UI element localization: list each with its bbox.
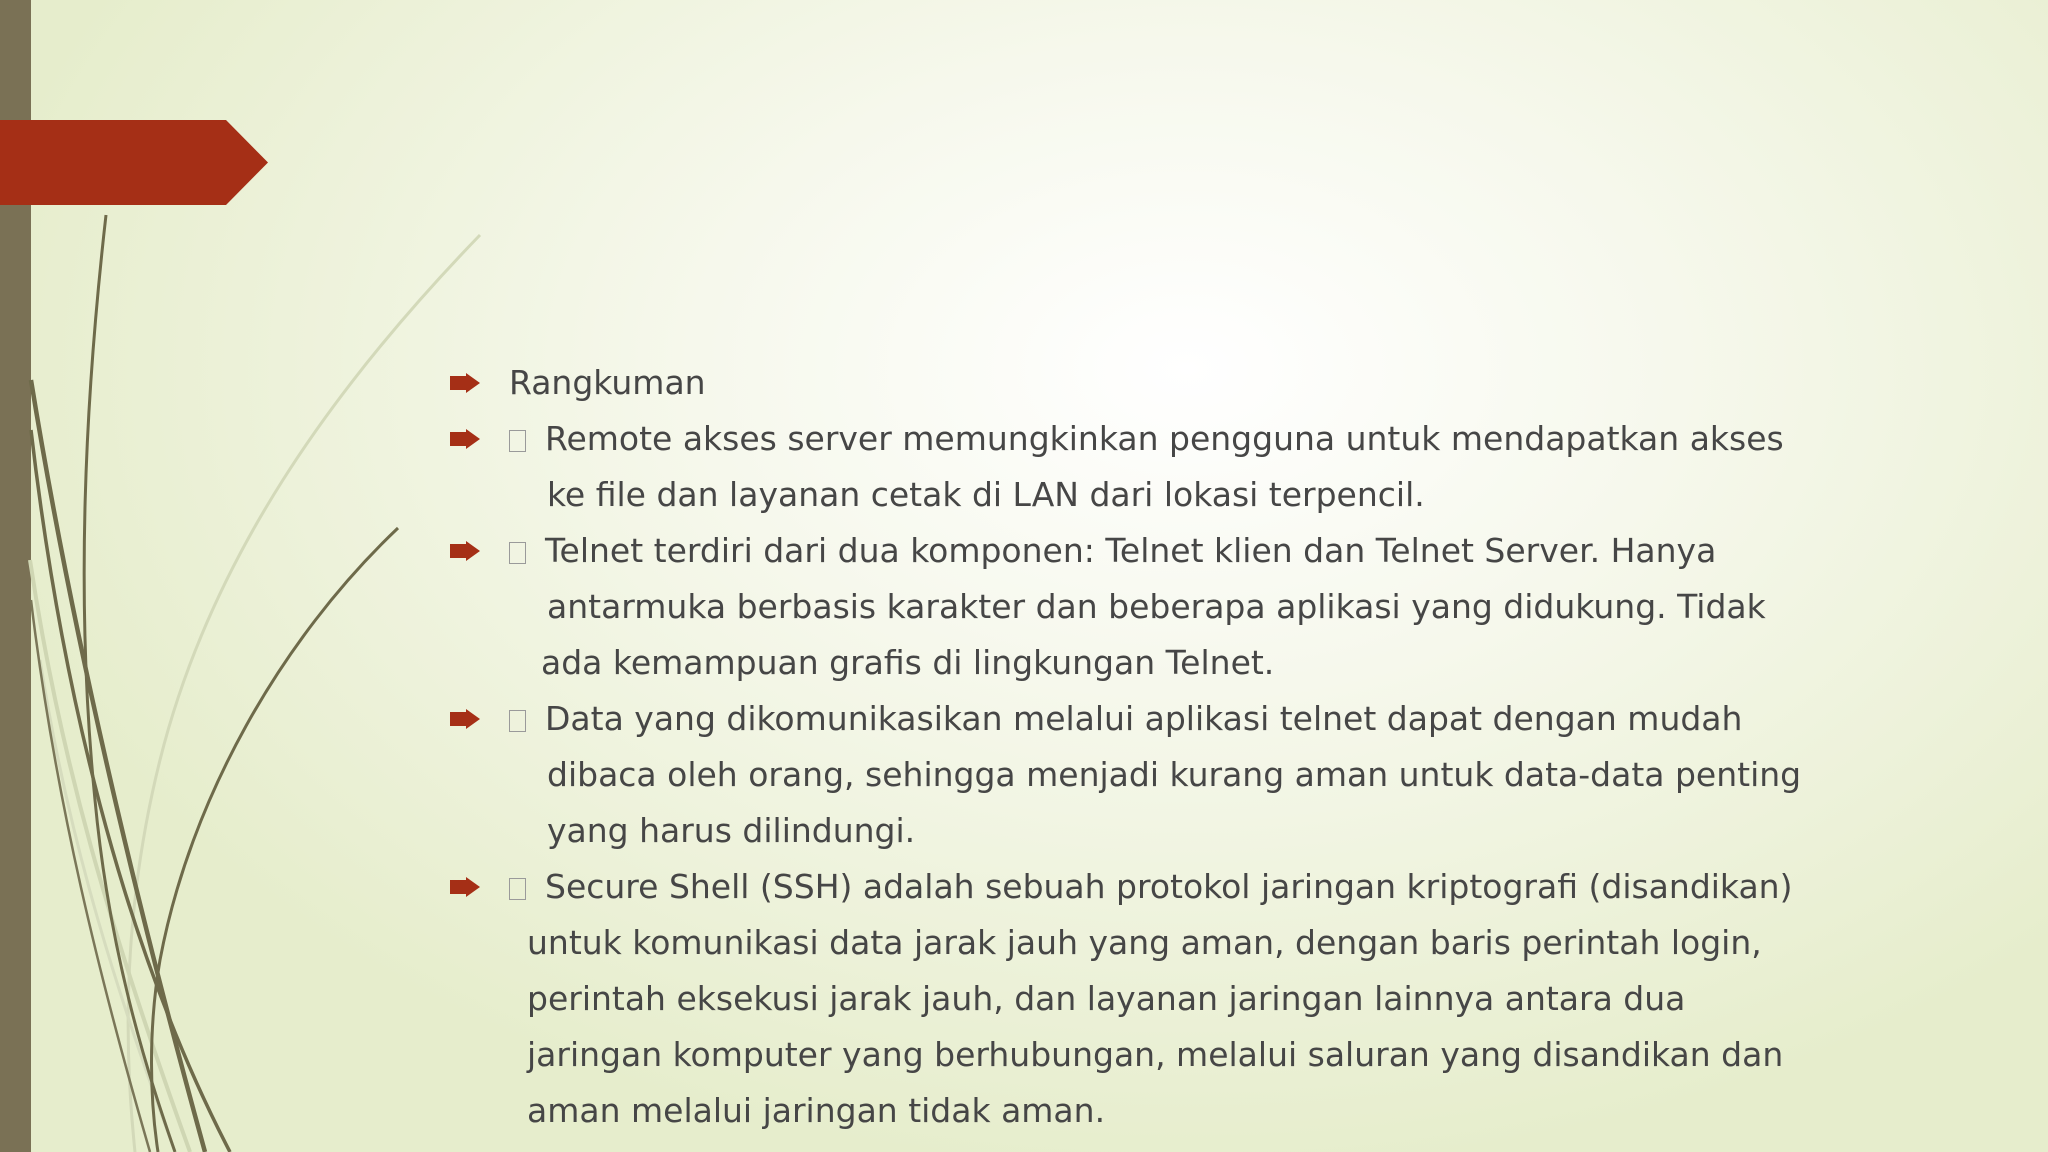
list-item xyxy=(450,355,1960,411)
item-text: Data yang dikomunikasikan melalui aplikasi telnet dapat dengan mudah xyxy=(545,699,1743,738)
list-item xyxy=(450,859,1960,1139)
missing-glyph-box-icon xyxy=(509,878,526,900)
missing-glyph-box-icon xyxy=(509,542,526,564)
arrow-bullet-icon xyxy=(450,541,480,561)
title-arrow-tab xyxy=(0,120,268,205)
item-text-continued: ke file dan layanan cetak di LAN dari lokasi terpencil. xyxy=(547,475,1425,514)
missing-glyph-box-icon xyxy=(509,710,526,732)
item-text-continued: yang harus dilindungi. xyxy=(547,811,916,850)
list-item xyxy=(450,523,1960,691)
item-text-continued: dibaca oleh orang, sehingga menjadi kurang aman untuk data-data penting xyxy=(547,755,1802,794)
heading-text: Rangkuman xyxy=(509,363,706,402)
item-text-continued: jaringan komputer yang berhubungan, melalui saluran yang disandikan dan xyxy=(527,1035,1784,1074)
item-text: Secure Shell (SSH) adalah sebuah protokol jaringan kriptografi (disandikan) xyxy=(545,867,1793,906)
item-text: Remote akses server memungkinkan pengguna untuk mendapatkan akses xyxy=(545,419,1784,458)
item-text-continued: ada kemampuan grafis di lingkungan Telnet. xyxy=(541,643,1275,682)
arrow-bullet-icon xyxy=(450,709,480,729)
item-text-continued: aman melalui jaringan tidak aman. xyxy=(527,1091,1106,1130)
item-text: Telnet terdiri dari dua komponen: Telnet klien dan Telnet Server. Hanya xyxy=(545,531,1717,570)
item-text-continued: untuk komunikasi data jarak jauh yang aman, dengan baris perintah login, xyxy=(527,923,1762,962)
missing-glyph-box-icon xyxy=(509,430,526,452)
list-item xyxy=(450,691,1960,859)
arrow-bullet-icon xyxy=(450,373,480,393)
arrow-bullet-icon xyxy=(450,429,480,449)
item-text-continued: perintah eksekusi jarak jauh, dan layanan jaringan lainnya antara dua xyxy=(527,979,1686,1018)
item-text-continued: antarmuka berbasis karakter dan beberapa aplikasi yang didukung. Tidak xyxy=(547,587,1766,626)
arrow-bullet-icon xyxy=(450,877,480,897)
summary-bullet-list xyxy=(450,355,1960,1139)
list-item xyxy=(450,411,1960,523)
